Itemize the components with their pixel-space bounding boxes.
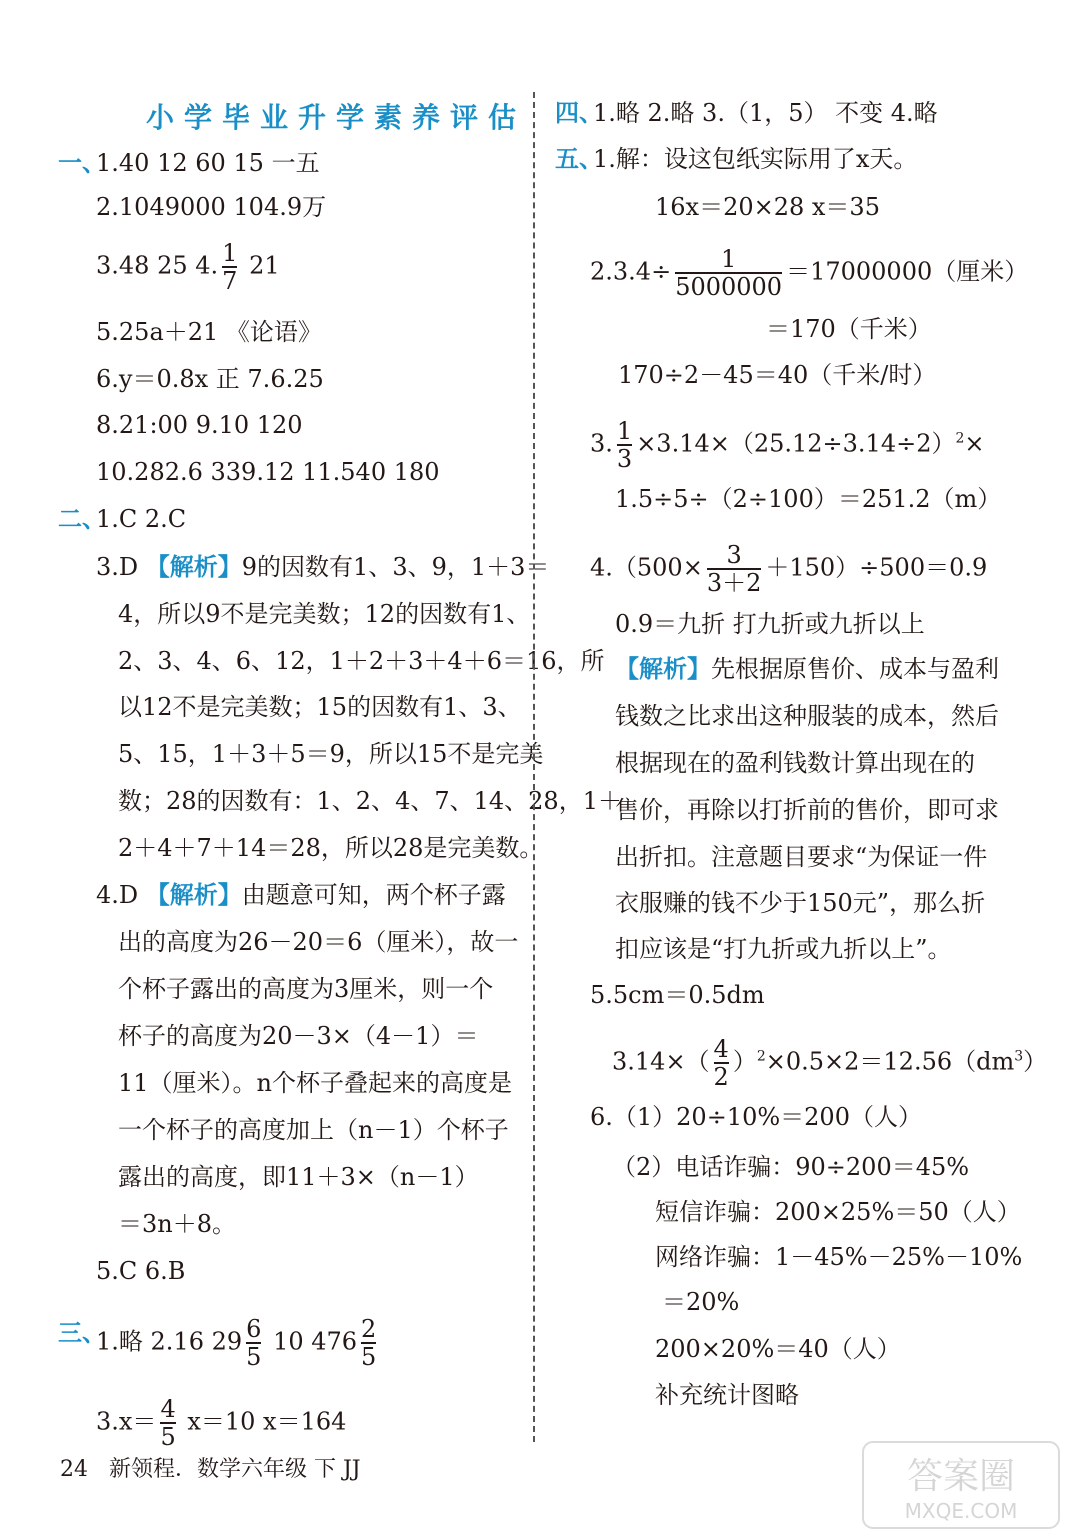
s5-q4-line-1 bbox=[590, 542, 987, 596]
s1-line-3 bbox=[96, 240, 280, 294]
watermark-url: MXQE.COM bbox=[904, 1499, 1018, 1523]
fraction-numerator: 2 bbox=[361, 1315, 377, 1343]
s5-q4-line-2: 0.9＝九折 打九折或九折以上 bbox=[615, 610, 925, 638]
s2-q4-text-1: 由题意可知，两个杯子露 bbox=[241, 881, 506, 909]
s5-q5-line-1: 5.5cm＝0.5dm bbox=[590, 981, 765, 1009]
s5-q1-line-2: 16x＝20×28 x＝35 bbox=[655, 193, 880, 221]
s5-q3-c: × bbox=[964, 429, 985, 458]
fraction bbox=[222, 240, 237, 294]
s5-q3-line-2: 1.5÷5÷（2÷100）＝251.2（m） bbox=[615, 485, 1002, 513]
s2-q4-line-1 bbox=[96, 878, 506, 912]
watermark-logo bbox=[861, 1440, 1061, 1530]
analysis-tag: 【解析】 bbox=[145, 552, 242, 581]
s5-q3-b: ×3.14×（25.12÷3.14÷2） bbox=[636, 429, 956, 458]
s5-q4-a: 4.（500× bbox=[590, 553, 703, 582]
s2-q3-line-2: 4，所以9不是完美数；12的因数有1、 bbox=[118, 600, 531, 628]
s3-line-2 bbox=[96, 1396, 346, 1450]
s1-line-3-b: 21 bbox=[249, 251, 280, 280]
fraction bbox=[246, 1316, 261, 1370]
s5-q6-line-2: （2）电话诈骗：90÷200＝45% bbox=[612, 1153, 970, 1181]
book-title: 新领程．数学六年级 下 JJ bbox=[108, 1457, 361, 1482]
fraction bbox=[714, 1036, 729, 1090]
fraction-denominator: 2 bbox=[713, 1063, 729, 1091]
s5-q2-b: ＝17000000（厘米） bbox=[786, 257, 1029, 286]
page-footer bbox=[60, 1452, 361, 1483]
section-4-label: 四、 bbox=[555, 98, 603, 127]
fraction bbox=[361, 1316, 376, 1370]
s2-q3-line-4: 以12不是完美数；15的因数有1、3、 bbox=[118, 693, 522, 721]
s5-q6-line-7: 补充统计图略 bbox=[655, 1381, 799, 1409]
s2-q4-line-2: 出的高度为26－20＝6（厘米），故一 bbox=[118, 928, 519, 956]
section-5-label: 五、 bbox=[555, 144, 603, 173]
s5-q4-line-8: 衣服赚的钱不少于150元”，那么折 bbox=[615, 889, 986, 917]
s5-q3-line-1 bbox=[590, 418, 985, 472]
s5-q6-line-3: 短信诈骗：200×25%＝50（人） bbox=[655, 1198, 1021, 1226]
s5-q5-a: 3.14×（ bbox=[612, 1047, 710, 1076]
s2-q3-head: 3.D bbox=[96, 553, 139, 581]
s5-q5-c: ×0.5×2＝12.56（dm bbox=[765, 1047, 1015, 1076]
fraction-numerator: 1 bbox=[720, 245, 737, 273]
s2-q4-line-4: 杯子的高度为20－3×（4－1）＝ bbox=[118, 1022, 479, 1050]
s1-line-2: 2.1049000 104.9万 bbox=[96, 193, 327, 221]
s2-line-1: 1.C 2.C bbox=[96, 505, 187, 533]
s5-q4-line-9: 扣应该是“打九折或九折以上”。 bbox=[615, 935, 952, 963]
s2-q4-line-7: 露出的高度，即11＋3×（n－1） bbox=[118, 1163, 479, 1191]
s5-q4-line-3 bbox=[615, 652, 999, 686]
fraction-numerator: 1 bbox=[616, 417, 633, 445]
s3-line-1 bbox=[96, 1316, 380, 1370]
s1-line-7: 10.282.6 339.12 11.540 180 bbox=[96, 458, 440, 486]
fraction bbox=[160, 1396, 175, 1450]
s5-q4-line-6: 售价，再除以打折前的售价，即可求 bbox=[615, 796, 999, 824]
s3-line-1-a: 1.略 2.16 29 bbox=[96, 1327, 243, 1356]
s5-q2-a: 2.3.4÷ bbox=[590, 257, 672, 286]
analysis-tag: 【解析】 bbox=[615, 654, 711, 683]
analysis-tag: 【解析】 bbox=[145, 880, 242, 909]
fraction bbox=[707, 542, 762, 596]
s5-q2-line-1 bbox=[590, 246, 1028, 300]
fraction-denominator: 5 bbox=[246, 1343, 262, 1371]
s3-line-2-a: 3.x＝ bbox=[96, 1407, 157, 1436]
s5-q1-line-1: 1.解：设这包纸实际用了x天。 bbox=[593, 145, 918, 173]
fraction-denominator: 5 bbox=[160, 1423, 176, 1451]
page-title: 小学毕业升学素养评估 bbox=[146, 101, 527, 134]
s5-q3-a: 3. bbox=[590, 429, 613, 458]
fraction-numerator: 4 bbox=[713, 1035, 729, 1063]
fraction bbox=[617, 418, 632, 472]
s1-line-5: 6.y＝0.8x 正 7.6.25 bbox=[96, 365, 324, 393]
s1-line-4: 5.25a＋21 《论语》 bbox=[96, 318, 322, 346]
s2-q3-line-7: 2＋4＋7＋14＝28，所以28是完美数。 bbox=[118, 834, 544, 862]
s5-q2-line-2: ＝170（千米） bbox=[766, 315, 932, 343]
s2-q3-line-1 bbox=[96, 550, 549, 584]
s5-q6-line-4: 网络诈骗：1－45%－25%－10% bbox=[655, 1243, 1023, 1271]
section-2-label: 二、 bbox=[58, 504, 106, 533]
s2-q3-line-6: 数；28的因数有：1、2、4、7、14、28，1＋ bbox=[118, 787, 622, 815]
s4-line: 1.略 2.略 3.（1，5） 不变 4.略 bbox=[593, 99, 938, 127]
s5-q5-d: ） bbox=[1023, 1047, 1048, 1076]
s5-q4-line-7: 出折扣。注意题目要求“为保证一件 bbox=[615, 843, 988, 871]
fraction-numerator: 1 bbox=[222, 239, 238, 267]
column-divider bbox=[533, 92, 535, 1442]
s3-line-2-b: x＝10 x＝164 bbox=[187, 1407, 347, 1436]
s1-line-1: 1.40 12 60 15 一五 bbox=[96, 149, 320, 177]
watermark-text: 答案圈 bbox=[906, 1456, 1016, 1497]
s3-line-1-b: 10 476 bbox=[273, 1327, 358, 1356]
fraction-numerator: 6 bbox=[246, 1315, 262, 1343]
s2-q4-head: 4.D bbox=[96, 881, 139, 909]
section-1-label: 一、 bbox=[58, 148, 106, 177]
fraction-denominator: 5 bbox=[361, 1343, 377, 1371]
fraction-numerator: 4 bbox=[160, 1395, 176, 1423]
exponent: 2 bbox=[955, 430, 965, 447]
s2-q3-line-3: 2、3、4、6、12，1＋2＋3＋4＋6＝16，所 bbox=[118, 647, 605, 675]
s2-q4-line-6: 一个杯子的高度加上（n－1）个杯子 bbox=[118, 1116, 509, 1144]
s5-q4-line-5: 根据现在的盈利钱数计算出现在的 bbox=[615, 749, 975, 777]
s5-q5-b: ） bbox=[732, 1047, 757, 1076]
exponent: 3 bbox=[1014, 1048, 1024, 1065]
fraction-denominator: 7 bbox=[222, 267, 238, 295]
s2-q4-line-3: 个杯子露出的高度为3厘米，则一个 bbox=[118, 975, 494, 1003]
s5-q4-b: ＋150）÷500＝0.9 bbox=[765, 553, 988, 582]
s5-q6-line-6: 200×20%＝40（人） bbox=[655, 1335, 901, 1363]
page-number: 24 bbox=[60, 1457, 88, 1482]
s5-q6-line-1: 6.（1）20÷10%＝200（人） bbox=[590, 1103, 922, 1131]
fraction-numerator: 3 bbox=[726, 541, 742, 569]
exponent: 2 bbox=[756, 1048, 766, 1065]
fraction-denominator: 3＋2 bbox=[706, 569, 762, 597]
s2-q4-line-5: 11（厘米）。n个杯子叠起来的高度是 bbox=[118, 1069, 512, 1097]
s2-q4-line-8: ＝3n＋8。 bbox=[118, 1210, 236, 1238]
s1-line-6: 8.21:00 9.10 120 bbox=[96, 411, 303, 439]
s5-q4-text-3: 先根据原售价、成本与盈利 bbox=[711, 655, 999, 683]
fraction-denominator: 5000000 bbox=[675, 273, 783, 301]
fraction-denominator: 3 bbox=[616, 445, 633, 473]
section-3-label: 三、 bbox=[58, 1318, 106, 1347]
s5-q5-line-2 bbox=[612, 1036, 1047, 1090]
s2-q3-text-1: 9的因数有1、3、9，1＋3＝ bbox=[241, 553, 550, 581]
s2-line-end: 5.C 6.B bbox=[96, 1257, 186, 1285]
s5-q6-line-5: ＝20% bbox=[662, 1288, 740, 1316]
fraction bbox=[675, 246, 782, 300]
s5-q2-line-3: 170÷2－45＝40（千米/时） bbox=[618, 361, 937, 389]
s5-q4-line-4: 钱数之比求出这种服装的成本，然后 bbox=[615, 702, 999, 730]
s1-line-3-a: 3.48 25 4. bbox=[96, 251, 219, 280]
s2-q3-line-5: 5、15，1＋3＋5＝9，所以15不是完美 bbox=[118, 740, 544, 768]
